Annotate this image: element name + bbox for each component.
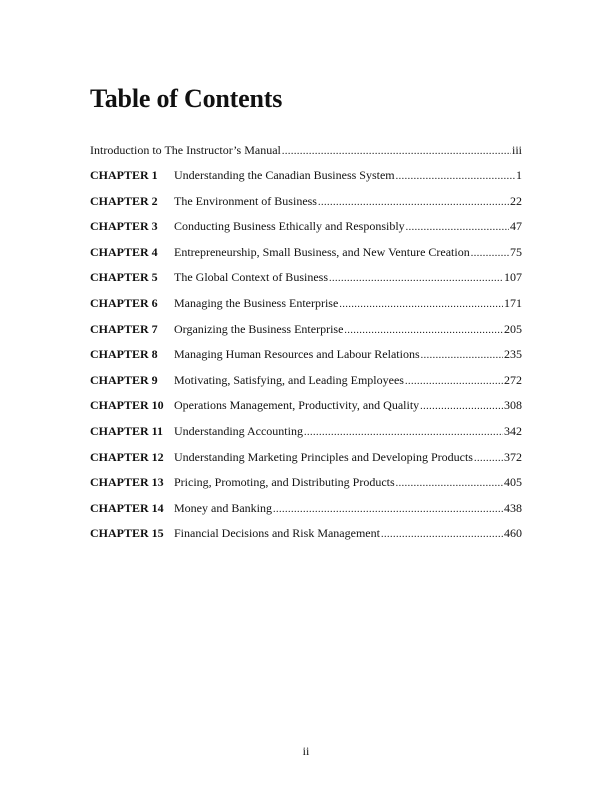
chapter-number: CHAPTER 3 [90,219,158,234]
dot-leader [396,475,503,490]
chapter-title: Money and Banking [174,500,272,515]
chapter-number: CHAPTER 15 [90,526,164,541]
chapter-title: Pricing, Promoting, and Distributing Products [174,475,395,490]
dot-leader [344,322,503,337]
chapter-number: CHAPTER 11 [90,423,164,438]
dot-leader [420,398,503,413]
chapter-page: 460 [504,526,522,541]
dot-leader [318,194,509,209]
dot-leader [304,424,503,439]
chapter-page: 205 [504,321,522,336]
chapter-page: 1 [516,168,522,182]
dot-leader [406,219,509,234]
chapter-page: 342 [504,423,522,438]
chapter-page: 75 [510,244,522,259]
chapter-number: CHAPTER 5 [90,270,158,285]
toc-entry-chapter[interactable] [90,245,522,271]
toc-entry-chapter[interactable] [90,168,522,194]
chapter-number: CHAPTER 14 [90,500,164,515]
chapter-page: 235 [504,347,522,362]
toc-entry-introduction[interactable] [90,143,522,158]
chapter-number: CHAPTER 13 [90,475,164,490]
chapter-page: 22 [510,193,522,208]
toc-entry-chapter[interactable] [90,347,522,373]
chapter-number: CHAPTER 6 [90,295,158,310]
dot-leader [405,373,503,388]
chapter-number: CHAPTER 10 [90,398,164,413]
chapter-page: 438 [504,500,522,515]
toc-entry-chapter[interactable] [90,270,522,296]
chapter-title: Understanding Accounting [174,423,303,438]
chapter-number: CHAPTER 9 [90,372,158,387]
chapter-page: 405 [504,475,522,490]
toc-entry-chapter[interactable] [90,424,522,450]
dot-leader [474,450,503,465]
chapter-number: CHAPTER 7 [90,321,158,336]
toc-entry-chapter[interactable] [90,526,522,552]
chapter-number: CHAPTER 2 [90,193,158,208]
chapter-title: Motivating, Satisfying, and Leading Employees [174,372,404,387]
toc-entry-chapter[interactable] [90,219,522,245]
dot-leader [396,168,515,183]
toc-entry-page: iii [511,143,522,157]
chapter-number: CHAPTER 8 [90,347,158,362]
page-title: Table of Contents [90,84,283,113]
dot-leader [282,143,511,158]
chapter-number: CHAPTER 1 [90,168,158,182]
page-number: ii [302,744,310,758]
chapter-page: 107 [504,270,522,285]
chapter-title: Operations Management, Productivity, and Quality [174,398,420,413]
toc-entry-chapter[interactable] [90,450,522,476]
toc-entry-chapter[interactable] [90,501,522,527]
chapter-page: 272 [504,372,522,387]
toc-entry-title: Introduction to The Instructor’s Manual [90,143,281,157]
toc-entry-chapter[interactable] [90,322,522,348]
toc-entry-chapter[interactable] [90,398,522,424]
toc-chapter-list [90,168,522,552]
chapter-page: 372 [504,449,522,464]
toc-entry-chapter[interactable] [90,194,522,220]
dot-leader [421,347,503,362]
dot-leader [329,270,503,285]
chapter-title: Financial Decisions and Risk Management [174,526,380,541]
dot-leader [471,245,509,260]
chapter-number: CHAPTER 4 [90,244,158,259]
chapter-title: Entrepreneurship, Small Business, and New Venture Creation [174,244,470,259]
chapter-title: Organizing the Business Enterprise [174,321,344,336]
dot-leader [273,501,503,516]
chapter-title: Understanding Marketing Principles and Developing Products [174,449,473,464]
dot-leader [381,526,503,541]
chapter-number: CHAPTER 12 [90,449,164,464]
toc-entry-chapter[interactable] [90,475,522,501]
chapter-title: Managing Human Resources and Labour Relations [174,347,420,362]
chapter-title: The Environment of Business [174,193,317,208]
chapter-title: Managing the Business Enterprise [174,295,339,310]
chapter-title: The Global Context of Business [174,270,328,285]
chapter-page: 47 [510,219,522,234]
toc-entry-chapter[interactable] [90,296,522,322]
chapter-title: Conducting Business Ethically and Responsibly [174,219,405,234]
chapter-page: 171 [504,295,522,310]
toc-entry-chapter[interactable] [90,373,522,399]
chapter-title: Understanding the Canadian Business System [174,168,395,182]
chapter-page: 308 [504,398,522,413]
dot-leader [339,296,503,311]
